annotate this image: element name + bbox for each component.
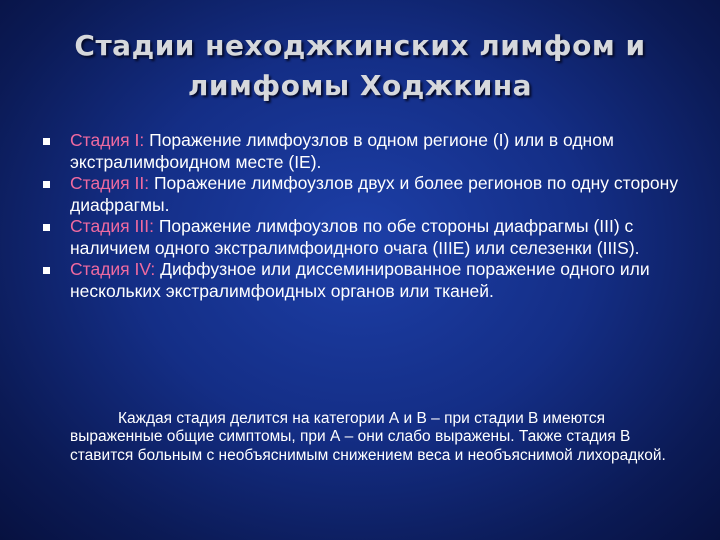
stage-label: Стадия IV: (70, 259, 156, 279)
list-item-stage-3 (40, 216, 680, 259)
square-bullet-icon (43, 267, 50, 274)
category-note: Каждая стадия делится на категории А и В – при стадии В имеются выраженные общие симптомы, при А – они слабо выражены. Также стадия В ставится больным с необъяснимым снижением веса и необъяснимой лихорадкой. (70, 409, 666, 464)
stage-list (40, 130, 680, 302)
stage-description: Поражение лимфоузлов в одном регионе (I) или в одном экстралимфоидном месте (IE). (70, 130, 614, 172)
stage-label: Стадия II: (70, 173, 150, 193)
list-item-stage-2 (40, 173, 680, 216)
stage-description: Поражение лимфоузлов двух и более регионов по одну сторону диафрагмы. (70, 173, 679, 215)
stage-description: Поражение лимфоузлов по обе стороны диафрагмы (III) с наличием одного экстралимфоидного очага (IIIE) или селезенки (IIIS). (70, 216, 640, 258)
square-bullet-icon (43, 181, 50, 188)
list-item-stage-4 (40, 259, 680, 302)
stage-label: Стадия III: (70, 216, 154, 236)
slide-title: Стадии неходжкинских лимфом и лимфомы Ходжкина (74, 29, 646, 102)
list-item-stage-1 (40, 130, 680, 173)
stage-label: Стадия I: (70, 130, 145, 150)
square-bullet-icon (43, 224, 50, 231)
stage-description: Диффузное или диссеминированное поражение одного или нескольких экстралимфоидных органов или тканей. (70, 259, 650, 301)
square-bullet-icon (43, 138, 50, 145)
